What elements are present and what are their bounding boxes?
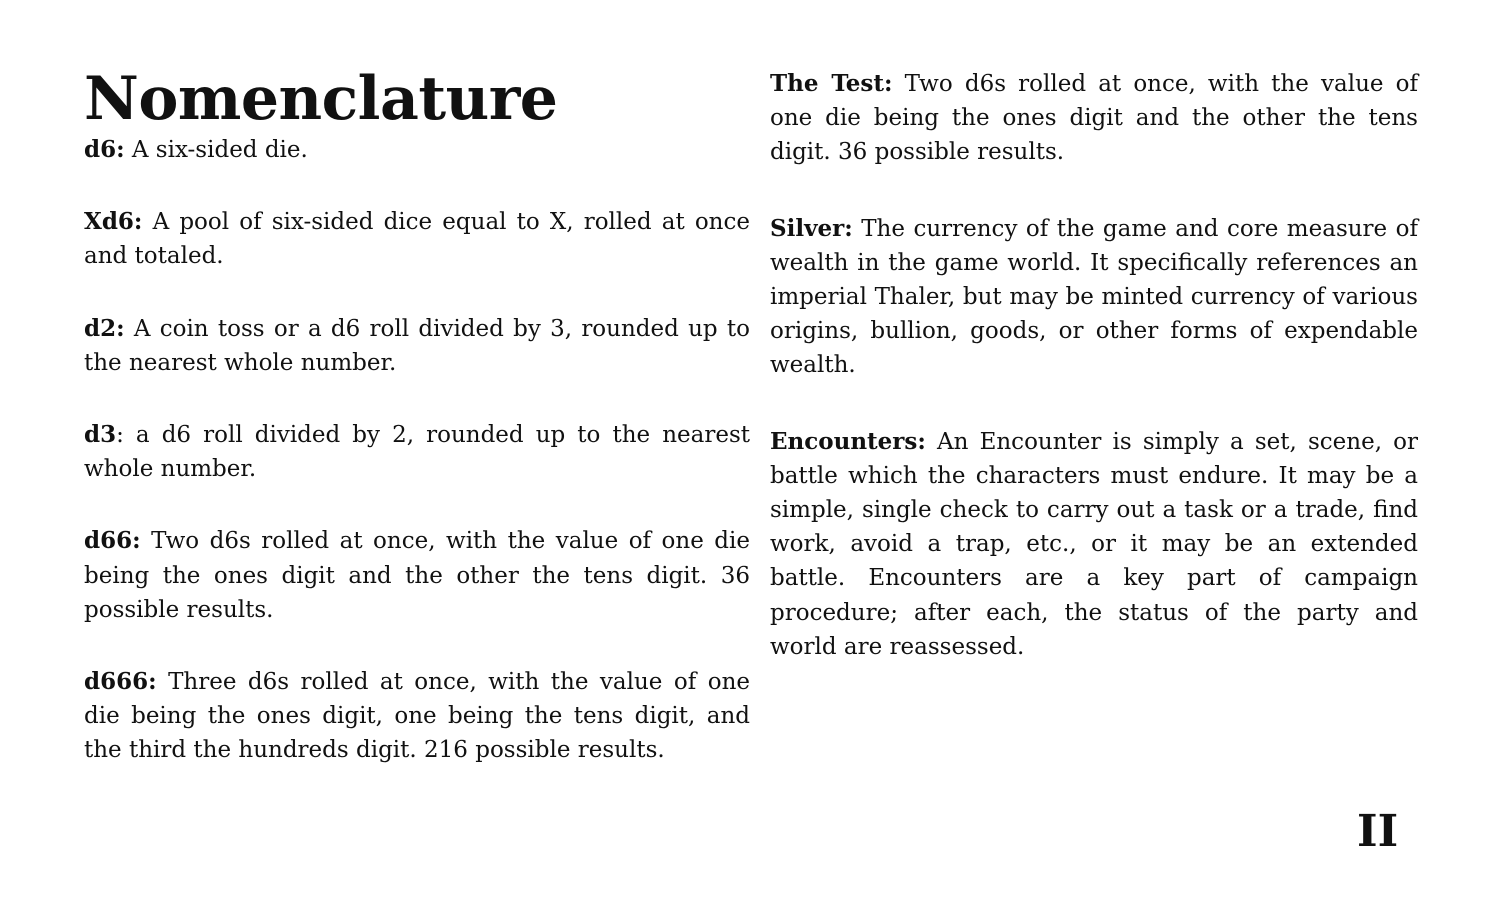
definition-term: d6: — [84, 136, 125, 163]
definition-entry-encounters — [770, 425, 1418, 664]
definition-text: Three d6s rolled at once, with the value of one die being the ones digit, one being the tens digit, and the third the hundreds digit. 216 possible results. — [84, 669, 750, 764]
definition-entry-d3 — [84, 418, 750, 486]
definition-text: An Encounter is simply a set, scene, or battle which the characters must endure. It may be a simple, single check to carry out a task or a trade, find work, avoid a trap, etc., or it may be an extended battle. Encounters are a key part of campaign procedure; after each, the status of the party and world are reassessed. — [770, 428, 1418, 660]
definition-term: Silver: — [770, 214, 853, 242]
page-number: II — [1357, 806, 1399, 857]
definition-term: The Test: — [770, 70, 893, 97]
definition-term: Encounters: — [770, 427, 926, 455]
definition-entry-d66 — [84, 524, 750, 627]
definition-entry-d2 — [84, 312, 750, 380]
definition-text: : a d6 roll divided by 2, rounded up to the nearest whole number. — [84, 422, 750, 483]
definition-text: Two d6s rolled at once, with the value of one die being the ones digit and the other the tens digit. 36 possible results. — [84, 528, 750, 623]
definition-entry-silver — [770, 212, 1418, 383]
definition-text: A six-sided die. — [131, 137, 308, 163]
page-title: Nomenclature — [84, 64, 558, 134]
definition-term: Xd6: — [84, 208, 143, 236]
left-column — [84, 133, 750, 768]
definition-term: d2: — [84, 314, 125, 342]
definition-entry-d6 — [84, 133, 750, 167]
definition-text: The currency of the game and core measure of wealth in the game world. It specifically references an imperial Thaler, but may be minted currency of various origins, bullion, goods, or other forms of expendable wealth. — [770, 215, 1419, 379]
right-column — [770, 67, 1418, 664]
definition-entry-xd6 — [84, 205, 750, 273]
definition-text: A pool of six-sided dice equal to X, rolled at once and totaled. — [84, 209, 750, 270]
definition-entry-the-test — [770, 67, 1418, 170]
definition-text: A coin toss or a d6 roll divided by 3, rounded up to the nearest whole number. — [84, 315, 750, 376]
definition-text: Two d6s rolled at once, with the value of one die being the ones digit and the other the tens digit. 36 possible results. — [770, 71, 1419, 166]
definition-term: d66: — [84, 527, 141, 555]
definition-entry-d666 — [84, 665, 750, 768]
definition-term: d666: — [84, 668, 157, 696]
definition-term: d3 — [84, 421, 117, 449]
